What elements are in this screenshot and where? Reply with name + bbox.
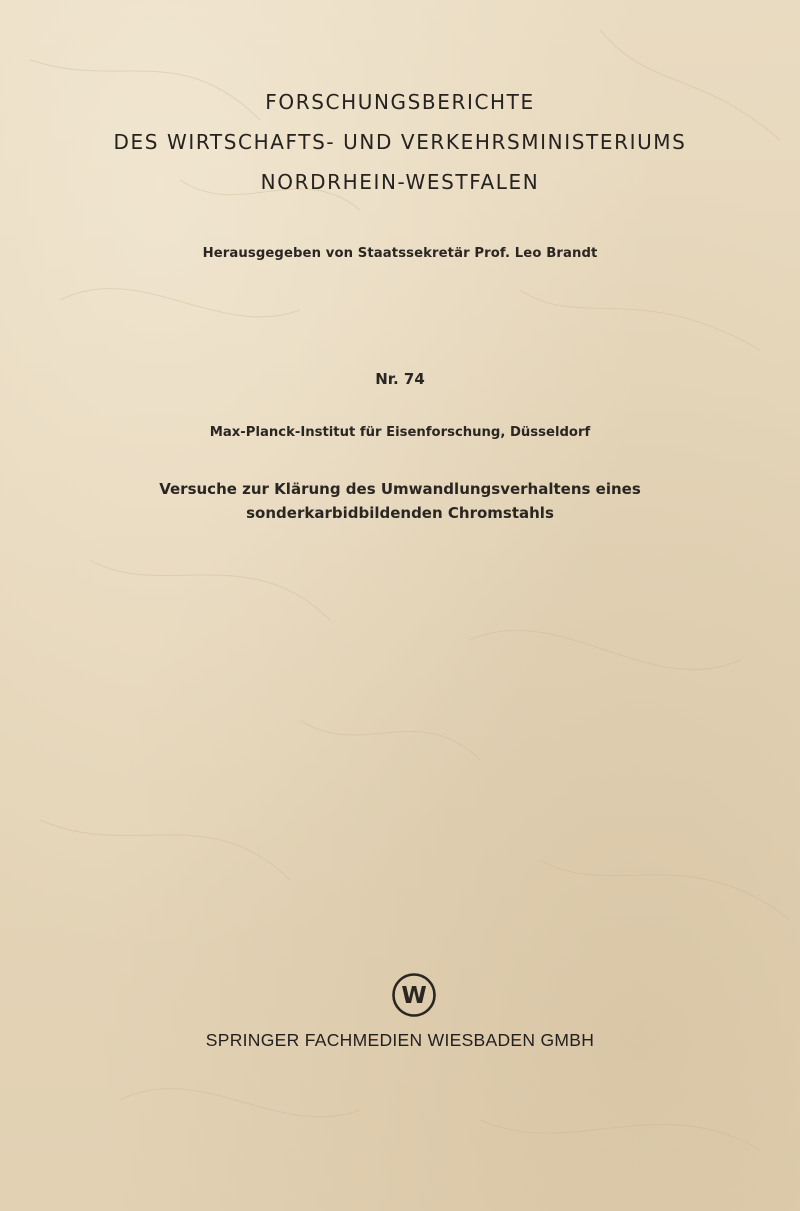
report-number: Nr. 74 (375, 370, 425, 388)
series-title-line-3: NORDRHEIN-WESTFALEN (260, 170, 540, 194)
publisher-name: SPRINGER FACHMEDIEN WIESBADEN GMBH (205, 1030, 595, 1050)
report-title-line-2: sonderkarbidbildenden Chromstahls (246, 504, 554, 522)
institute-name: Max-Planck-Institut für Eisenforschung, Düsseldorf (209, 425, 591, 440)
report-title-line-1: Versuche zur Klärung des Umwandlungsverhaltens eines (159, 480, 641, 498)
logo-letter: W (401, 983, 427, 1009)
springer-logo-icon (391, 972, 437, 1018)
editor-credit: Herausgegeben von Staatssekretär Prof. Leo Brandt (202, 246, 598, 261)
series-title-line-1: FORSCHUNGSBERICHTE (265, 90, 535, 114)
series-title-line-2: DES WIRTSCHAFTS- UND VERKEHRSMINISTERIUMS (113, 130, 687, 154)
